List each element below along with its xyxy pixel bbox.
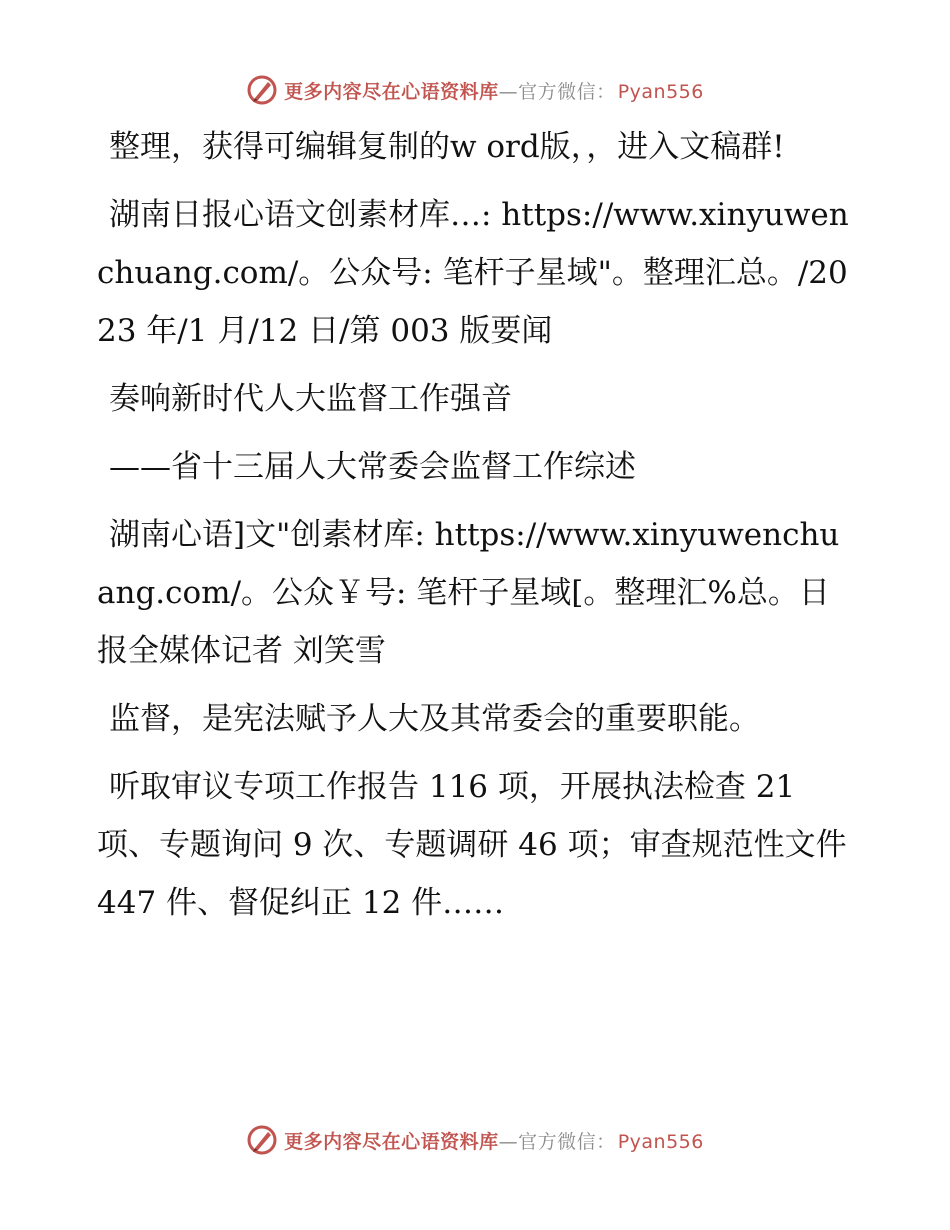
paragraph-stats: 听取审议专项工作报告 116 项，开展执法检查 21 项、专题询问 9 次、专题调研 46 项；审查规范性文件 447 件、督促纠正 12 件…… xyxy=(97,769,847,921)
article-subtitle: ——省十三届人大常委会监督工作综述 xyxy=(109,449,636,485)
document-body xyxy=(97,118,857,942)
banner-text: 更多内容尽在心语资料库—官方微信： Pyan556 xyxy=(284,80,704,103)
paragraph-source: 湖南日报心语文创素材库…: https://www.xinyuwenchuang.com/。公众号: 笔杆子星域"。整理汇总。/2023 年/1 月/12 日/第 003 版要闻 xyxy=(97,197,849,349)
paragraph-intro: 整理，获得可编辑复制的w ord版，，进入文稿群! xyxy=(109,129,785,165)
paragraph-lead: 监督，是宪法赋予人大及其常委会的重要职能。 xyxy=(109,701,760,737)
banner-text: 更多内容尽在心语资料库—官方微信： Pyan556 xyxy=(284,1130,704,1153)
article-title: 奏响新时代人大监督工作强音 xyxy=(109,381,512,417)
paragraph-byline: 湖南心语]文"创素材库: https://www.xinyuwenchuang.com/。公众￥号: 笔杆子星域[。整理汇%总。日报全媒体记者 刘笑雪 xyxy=(97,517,840,669)
quill-pen-logo-icon xyxy=(246,74,278,106)
footer-watermark-banner xyxy=(0,1120,950,1160)
header-watermark-banner xyxy=(0,70,950,110)
quill-pen-logo-icon xyxy=(246,1124,278,1156)
